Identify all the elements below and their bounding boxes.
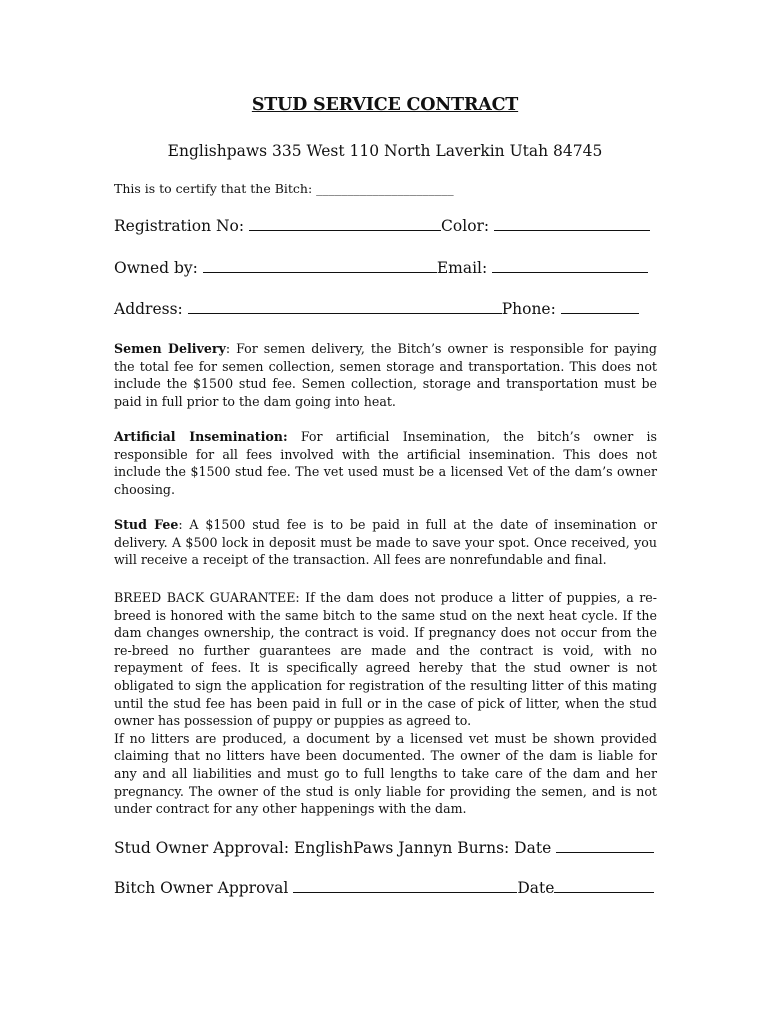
bitch-owner-date-label: Date [517, 879, 555, 897]
phone-blank[interactable] [561, 299, 639, 314]
breed-back-guarantee-text: BREED BACK GUARANTEE: If the dam does not produce a litter of puppies, a re-breed is honored with the same bitch to the same stud on the next heat cycle. If the dam changes ownership, the contract is void. If pregnancy does not occur from the re-breed no further guarantees are made and the contract is void, with no repayment of fees. It is specifically agreed hereby that the stud owner is not obligated to sign the application for registration of the resulting litter of this mating until the stud fee has been paid in full or in the case of pick of litter, when the stud owner has possession of puppy or puppies as agreed to. [114, 590, 657, 729]
page-title: STUD SERVICE CONTRACT [251, 95, 519, 115]
stud-fee-heading: Stud Fee [114, 517, 179, 532]
registration-row [114, 216, 656, 235]
stud-fee-text: : A $1500 stud fee is to be paid in full at the date of insemination or delivery. A $500 lock in deposit must be made to save your spot. Once received, you will receive a receipt of the transaction. All fees are nonrefundable and final. [114, 517, 657, 568]
certify-line: This is to certify that the Bitch: ______________________ [114, 181, 454, 196]
stud-owner-date-blank[interactable] [556, 838, 654, 853]
bitch-owner-signature-blank[interactable] [293, 878, 517, 893]
artificial-insemination-text: For artificial Insemination, the bitch’s owner is responsible for all fees involved with the artificial insemination. This does not include the $1500 stud fee. The vet used must be a licensed Vet of the dam’s owner choosing. [114, 429, 658, 497]
email-label: Email: [436, 259, 488, 277]
business-address: Englishpaws 335 West 110 North Laverkin Utah 84745 [167, 142, 603, 160]
bitch-owner-approval-label: Bitch Owner Approval [114, 879, 289, 897]
artificial-insemination-heading: Artificial Insemination: [114, 429, 288, 444]
owned-by-blank[interactable] [203, 258, 437, 273]
address-label: Address: [114, 300, 183, 318]
semen-delivery-section [114, 340, 657, 410]
address-row [114, 299, 656, 318]
email-blank[interactable] [492, 258, 648, 273]
bitch-owner-approval-row [114, 878, 657, 897]
registration-label: Registration No: [114, 217, 245, 235]
breed-back-guarantee-section [114, 589, 657, 818]
stud-owner-approval-row [114, 838, 657, 857]
color-label: Color: [441, 217, 490, 235]
bitch-owner-date-blank[interactable] [554, 878, 654, 893]
phone-label: Phone: [501, 300, 556, 318]
semen-delivery-heading: Semen Delivery [114, 341, 226, 356]
stud-owner-approval-label: Stud Owner Approval: EnglishPaws Jannyn Burns: Date [114, 839, 552, 857]
artificial-insemination-section [114, 428, 657, 498]
stud-fee-section [114, 516, 657, 569]
owned-by-row [114, 258, 656, 277]
registration-blank[interactable] [249, 216, 441, 231]
semen-delivery-text: : For semen delivery, the Bitch’s owner is responsible for paying the total fee for semen collection, semen storage and transportation. This does not include the $1500 stud fee. Semen collection, storage and transportation must be paid in full prior to the dam going into heat. [114, 341, 657, 409]
address-blank[interactable] [188, 299, 502, 314]
owned-by-label: Owned by: [114, 259, 198, 277]
no-litters-text: If no litters are produced, a document by a licensed vet must be shown provided claiming that no litters have been documented. The owner of the dam is liable for any and all liabilities and must go to full lengths to take care of the dam and her pregnancy. The owner of the stud is only liable for providing the semen, and is not under contract for any other happenings with the dam. [114, 730, 657, 817]
color-blank[interactable] [494, 216, 650, 231]
